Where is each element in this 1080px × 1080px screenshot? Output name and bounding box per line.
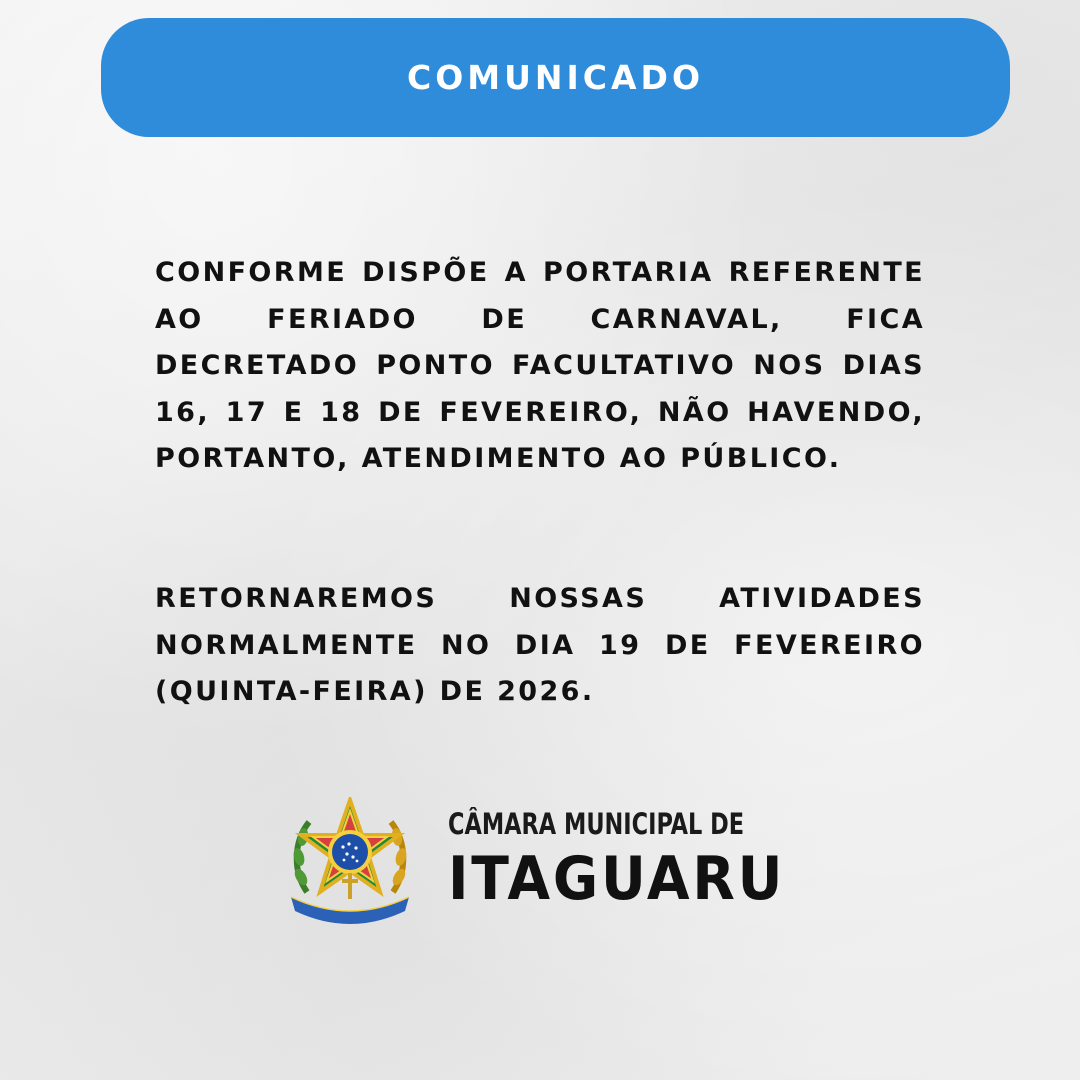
- notice-paragraph-2: RETORNAREMOS NOSSAS ATIVIDADES NORMALMENTE NO DIA 19 DE FEVEREIRO (QUINTA-FEIRA) DE 2026.: [155, 583, 925, 707]
- page-title: COMUNICADO: [406, 58, 704, 97]
- brazil-coat-of-arms-icon: [287, 797, 413, 927]
- notice-paragraph-1: CONFORME DISPÕE A PORTARIA REFERENTE AO FERIADO DE CARNAVAL, FICA DECRETADO PONTO FACULTATIVO NOS DIAS 16, 17 E 18 DE FEVEREIRO, NÃO HAVENDO, PORTANTO, ATENDIMENTO AO PÚBLICO.: [155, 257, 925, 474]
- footer-logo: [287, 797, 807, 927]
- header-banner: [101, 18, 1010, 137]
- org-name-line-1: CÂMARA MUNICIPAL DE: [448, 807, 745, 841]
- org-name-line-2: ITAGUARU: [448, 844, 786, 914]
